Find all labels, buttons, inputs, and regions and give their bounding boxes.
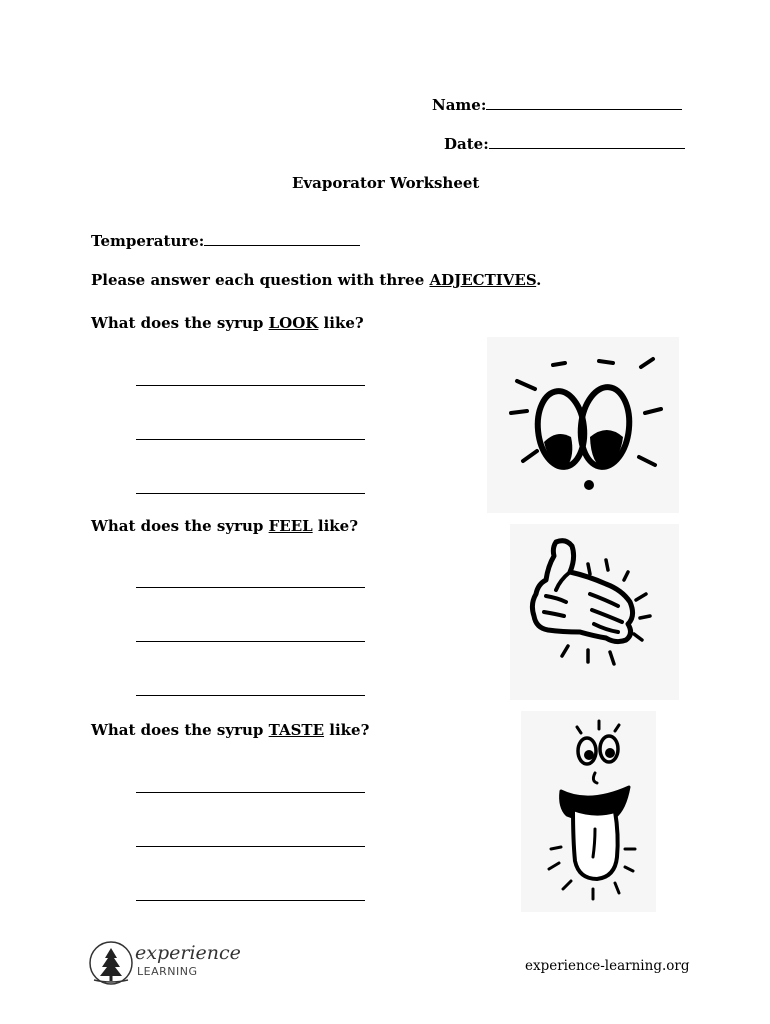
answer-line-taste-3[interactable] (136, 900, 365, 901)
question-keyword: LOOK (268, 314, 319, 332)
name-blank-line[interactable] (486, 95, 682, 110)
date-field[interactable] (444, 134, 685, 154)
answer-line-feel-3[interactable] (136, 695, 365, 696)
page-title: Evaporator Worksheet (292, 174, 480, 192)
eyes-icon (487, 337, 679, 513)
date-label: Date: (444, 135, 489, 153)
instruction-keyword: ADJECTIVES (429, 271, 537, 289)
logo-word-learning: LEARNING (137, 965, 198, 978)
pine-tree-icon (88, 940, 134, 986)
temperature-field[interactable] (91, 231, 360, 251)
experience-learning-logo (88, 940, 241, 988)
question-taste: What does the syrup TASTE like? (91, 721, 370, 739)
temperature-blank-line[interactable] (204, 231, 360, 246)
answer-line-look-3[interactable] (136, 493, 365, 494)
date-blank-line[interactable] (489, 134, 685, 149)
hand-icon (510, 524, 679, 700)
answer-line-taste-2[interactable] (136, 846, 365, 847)
footer-url[interactable]: experience-learning.org (525, 958, 690, 974)
question-feel: What does the syrup FEEL like? (91, 517, 359, 535)
temperature-label: Temperature: (91, 232, 205, 250)
question-look: What does the syrup LOOK like? (91, 314, 364, 332)
instruction-text: Please answer each question with three ADJECTIVES. (91, 271, 542, 289)
name-field[interactable] (432, 95, 682, 115)
name-label: Name: (432, 96, 487, 114)
logo-word-experience: experience (135, 942, 241, 964)
answer-line-feel-1[interactable] (136, 587, 365, 588)
question-keyword: TASTE (268, 721, 325, 739)
answer-line-look-1[interactable] (136, 385, 365, 386)
tongue-face-icon (521, 711, 656, 912)
answer-line-look-2[interactable] (136, 439, 365, 440)
answer-line-feel-2[interactable] (136, 641, 365, 642)
answer-line-taste-1[interactable] (136, 792, 365, 793)
question-keyword: FEEL (268, 517, 313, 535)
